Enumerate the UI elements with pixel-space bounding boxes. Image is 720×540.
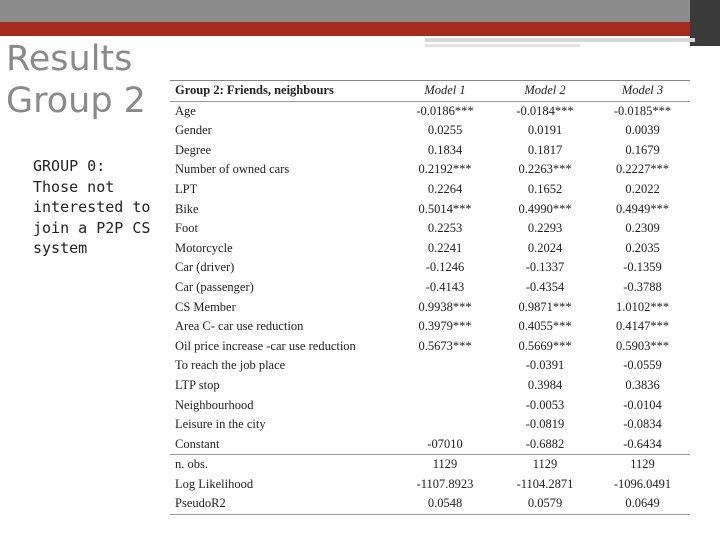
row-value: 0.0548	[395, 494, 495, 514]
table-group-header: Group 2: Friends, neighbours	[175, 83, 334, 97]
row-value: -0.4354	[525, 279, 565, 294]
note-line: interested to	[33, 198, 151, 216]
row-label: Car (passenger)	[175, 279, 254, 294]
row-value: -0.0186***	[395, 101, 495, 121]
note-line: Those not	[33, 177, 115, 196]
row-label: PseudoR2	[170, 494, 395, 514]
row-label: Neighbourhood	[175, 397, 254, 412]
results-table-container	[170, 80, 690, 515]
row-label: CS Member	[175, 299, 236, 314]
slide-title-line: Results	[6, 39, 133, 79]
table-header-row	[170, 81, 690, 102]
row-label: Constant	[175, 436, 220, 451]
row-label: Area C- car use reduction	[175, 319, 304, 334]
row-value: -07010	[427, 436, 463, 451]
table-row	[170, 258, 690, 278]
row-label: Log Likelihood	[175, 476, 254, 491]
row-value: 0.5669***	[518, 338, 572, 353]
row-value: -0.0104	[623, 397, 662, 412]
slide-title-line: Group 2	[6, 81, 146, 121]
row-label: Number of owned cars	[175, 162, 290, 177]
table-row	[170, 337, 690, 357]
row-value: 0.2022	[625, 181, 660, 196]
row-value: 0.2241	[427, 240, 463, 255]
table-row	[170, 298, 690, 318]
top-gray-bar	[0, 0, 720, 22]
model-header: Model 1	[424, 83, 466, 97]
table-row	[170, 239, 690, 259]
table-row	[170, 278, 690, 298]
table-row	[170, 396, 690, 416]
row-value: 0.4990***	[518, 201, 572, 216]
row-label: Car (driver)	[175, 260, 235, 275]
table-row	[170, 475, 690, 495]
row-label: n. obs.	[170, 455, 395, 475]
row-value: 0.3836	[625, 377, 660, 392]
row-value: -0.6882	[525, 436, 565, 451]
table-row	[170, 141, 690, 161]
row-value: -0.6434	[623, 436, 662, 451]
row-label: Leisure in the city	[175, 417, 266, 432]
row-label: Bike	[175, 201, 199, 216]
table-row	[170, 180, 690, 200]
note-line: join a P2P CS	[33, 218, 151, 237]
row-label: LTP stop	[175, 377, 220, 392]
row-label: Oil price increase -car use reduction	[175, 338, 356, 353]
row-value: 0.1652	[527, 181, 563, 196]
row-label: Foot	[175, 221, 198, 236]
row-value: 0.2035	[625, 240, 660, 255]
row-value: 0.5014***	[418, 201, 472, 216]
table-row	[170, 121, 690, 141]
table-row	[170, 317, 690, 337]
row-value: 0.9938***	[418, 299, 472, 314]
row-value: -0.1246	[425, 260, 465, 275]
table-body	[170, 101, 690, 514]
table-row	[170, 160, 690, 180]
row-value: -0.1337	[525, 260, 565, 275]
top-red-bar	[0, 22, 720, 36]
row-value	[395, 376, 495, 396]
row-value	[395, 396, 495, 416]
row-value: -1107.8923	[416, 476, 474, 491]
row-value: -0.0834	[623, 417, 662, 432]
table-row	[170, 435, 690, 455]
results-table	[170, 80, 690, 515]
decorative-line	[425, 38, 695, 42]
table-row	[170, 376, 690, 396]
row-value: 0.0255	[427, 123, 463, 138]
row-value: 0.4147***	[615, 319, 670, 334]
decorative-line	[425, 44, 580, 47]
row-value: 0.2264	[427, 181, 463, 196]
model-header: Model 2	[524, 83, 566, 97]
row-label: Gender	[175, 123, 212, 138]
table-row	[170, 219, 690, 239]
row-value: 0.2227***	[615, 162, 670, 177]
row-value: 0.2024	[527, 240, 563, 255]
row-value: 0.2192***	[418, 162, 472, 177]
row-label: Motorcycle	[175, 240, 233, 255]
table-row	[170, 415, 690, 435]
row-value: 0.9871***	[518, 299, 572, 314]
row-value: -0.3788	[623, 279, 662, 294]
row-value: 0.2309	[625, 221, 660, 236]
row-value: -0.1359	[623, 260, 662, 275]
row-value: 1129	[395, 455, 495, 475]
row-value: 0.5673***	[418, 338, 472, 353]
row-value: 1.0102***	[615, 299, 670, 314]
table-row	[170, 356, 690, 376]
row-label: LPT	[175, 181, 198, 196]
row-value: -1104.2871	[516, 476, 574, 491]
note-line: system	[33, 239, 88, 257]
row-value: 1129	[595, 455, 690, 475]
row-value: -0.0053	[525, 397, 565, 412]
row-value: 0.0649	[595, 494, 690, 514]
table-row	[170, 455, 690, 475]
row-value	[395, 356, 495, 376]
row-value: 0.5903***	[615, 338, 670, 353]
row-value: 0.3979***	[418, 319, 472, 334]
table-row	[170, 101, 690, 121]
row-value: 0.3984	[527, 377, 563, 392]
row-value: 0.0579	[495, 494, 595, 514]
row-value: -0.0185***	[595, 101, 690, 121]
row-value: -1096.0491	[613, 476, 672, 491]
table-row	[170, 494, 690, 514]
row-label: Age	[170, 101, 395, 121]
row-value: 0.0039	[625, 123, 660, 138]
row-value: -0.0184***	[495, 101, 595, 121]
group-note	[33, 156, 153, 259]
row-value: 0.2253	[427, 221, 463, 236]
row-label: Degree	[175, 142, 212, 157]
row-value: 0.1679	[625, 142, 660, 157]
row-value: 0.4949***	[615, 201, 670, 216]
row-value: -0.0819	[525, 417, 565, 432]
row-value	[395, 415, 495, 435]
row-value: -0.4143	[425, 279, 465, 294]
row-value: 0.2293	[527, 221, 563, 236]
slide-title	[6, 38, 166, 122]
row-value: 0.1834	[427, 142, 463, 157]
row-value: -0.0391	[525, 358, 565, 373]
table-row	[170, 200, 690, 220]
row-value: 0.0191	[527, 123, 563, 138]
row-value: 0.4055***	[518, 319, 572, 334]
model-header: Model 3	[621, 83, 664, 97]
row-value: 0.1817	[527, 142, 563, 157]
row-label: To reach the job place	[175, 358, 286, 373]
row-value: -0.0559	[623, 358, 662, 373]
row-value: 1129	[495, 455, 595, 475]
note-line: GROUP 0:	[33, 157, 106, 175]
row-value: 0.2263***	[518, 162, 572, 177]
